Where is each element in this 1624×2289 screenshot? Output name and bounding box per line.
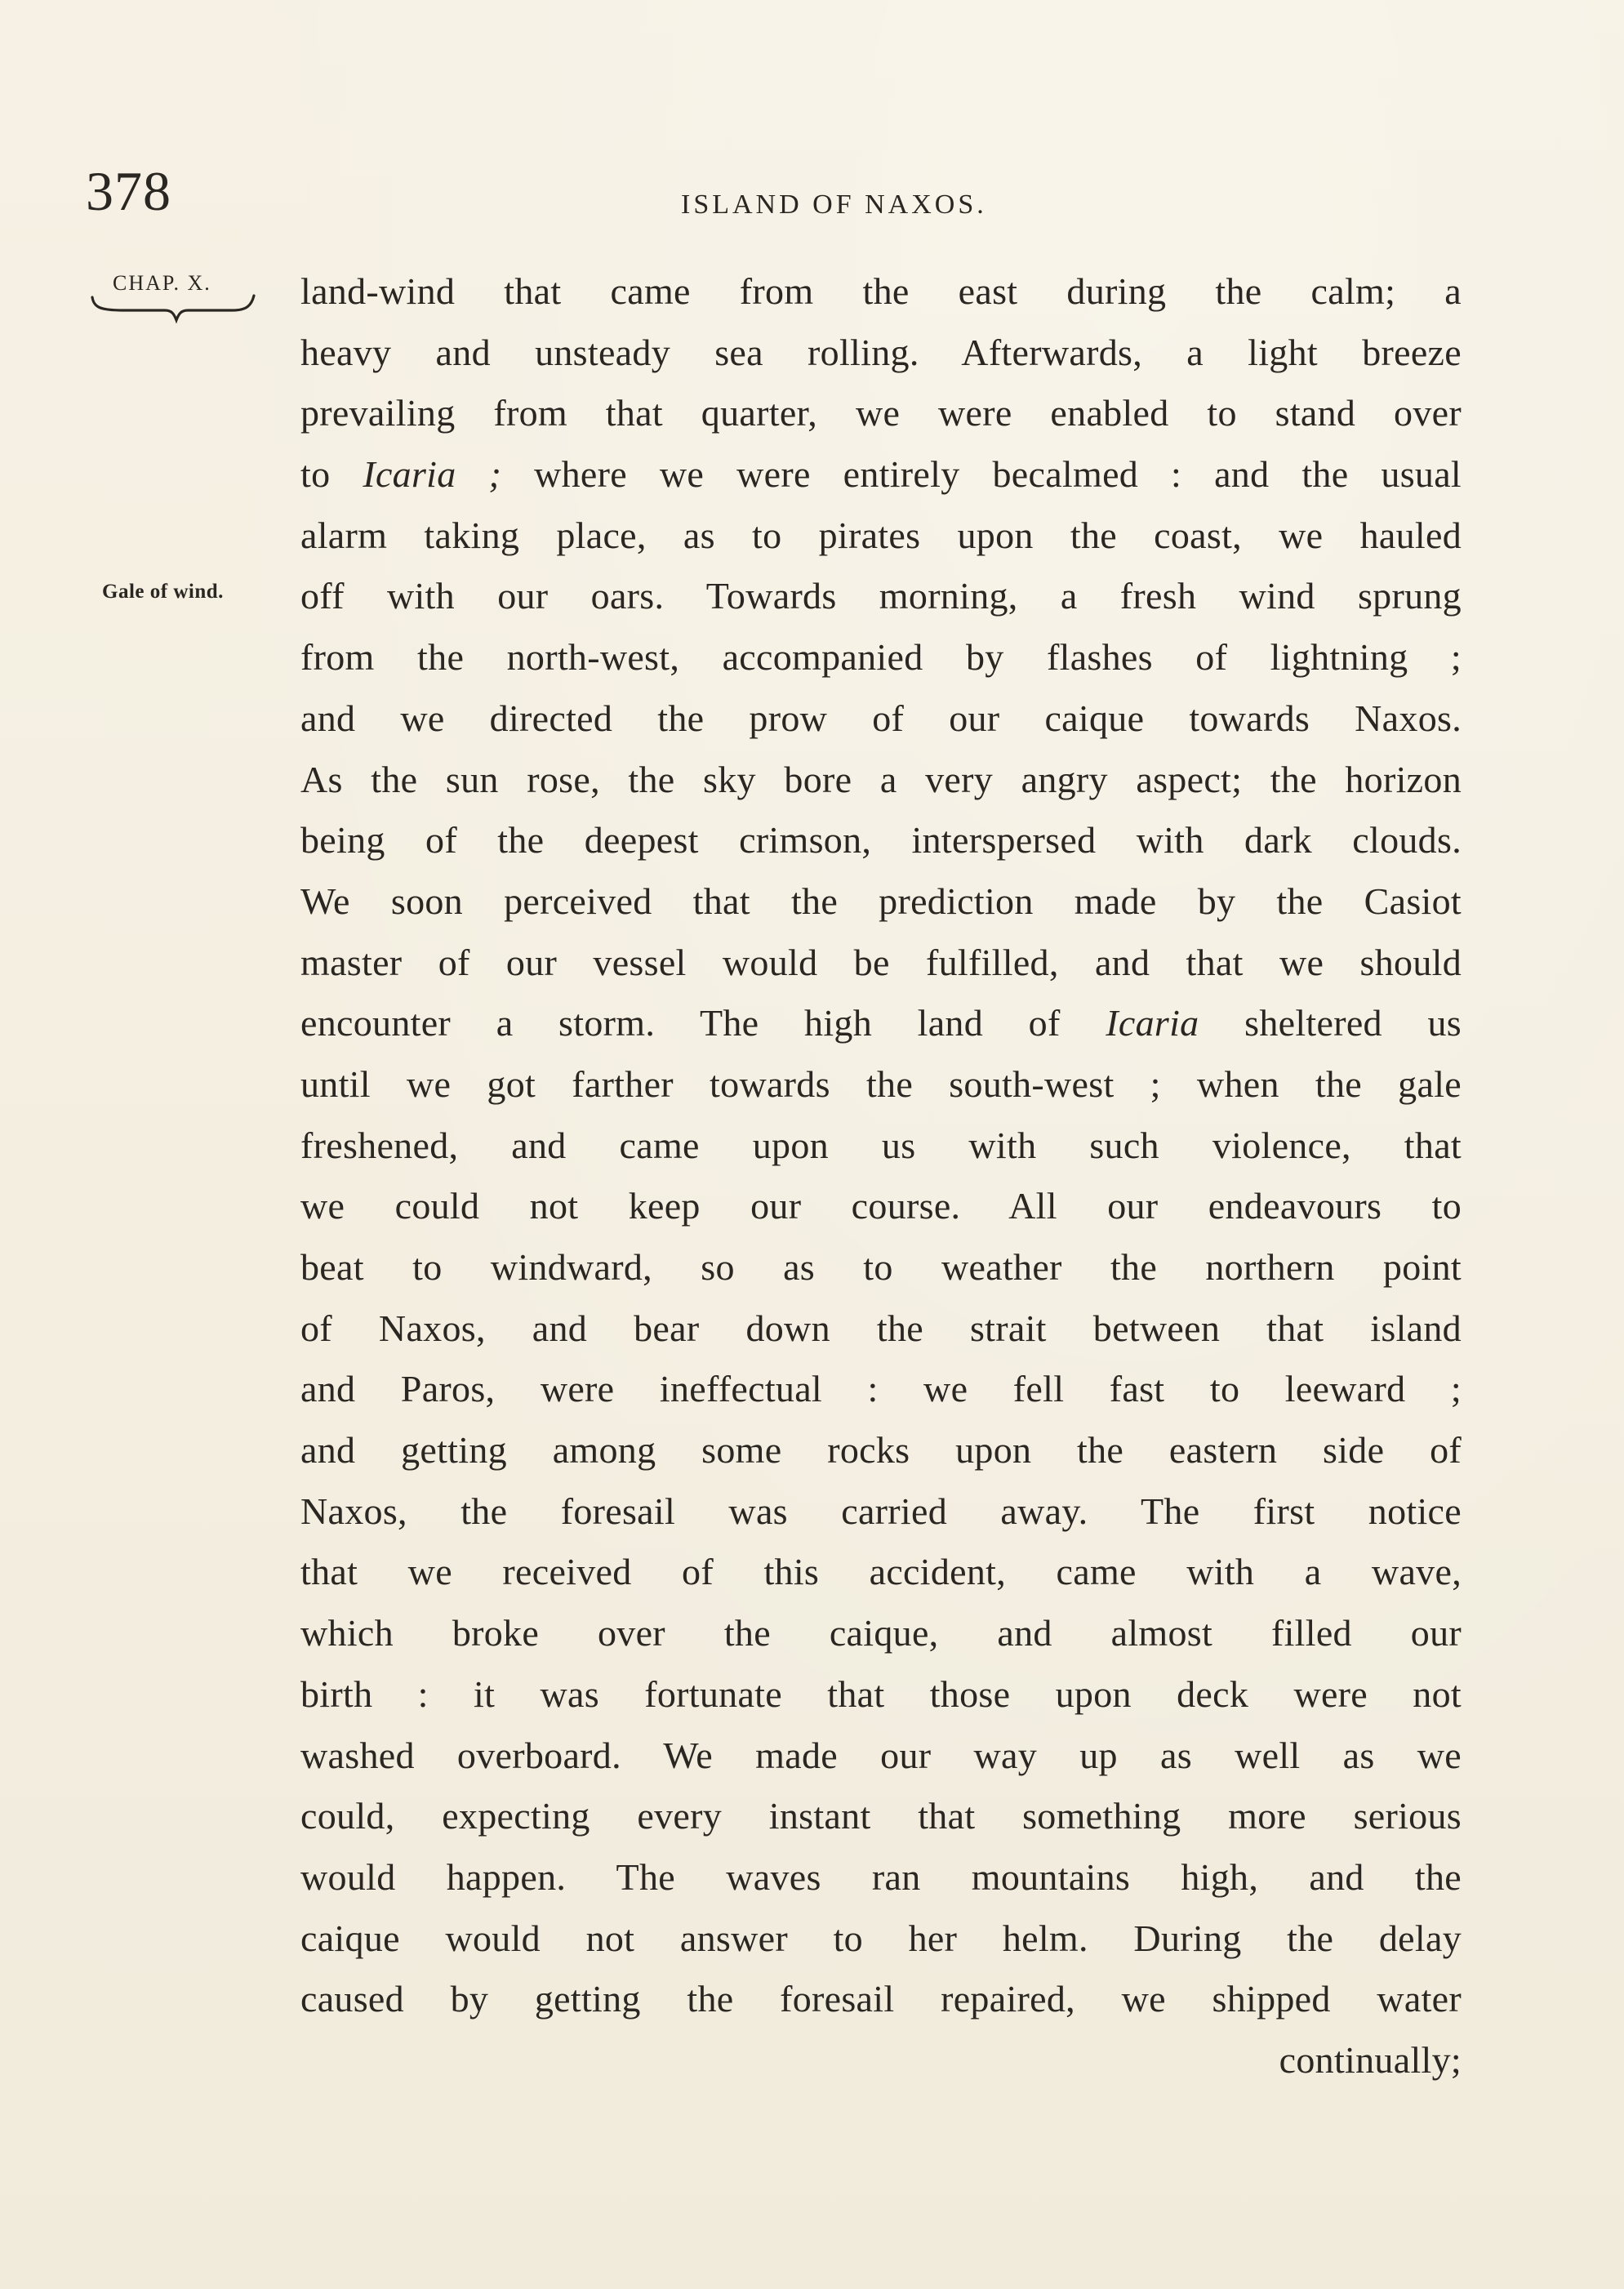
running-head: ISLAND OF NAXOS. xyxy=(681,189,987,220)
text-line: heavy and unsteady sea rolling. Afterwards, a light breeze xyxy=(300,331,1462,373)
text-line: caused by getting the foresail repaired, we shipped water xyxy=(300,1978,1462,2020)
text-line: birth : it was fortunate that those upon deck were not xyxy=(300,1672,1462,1715)
body-text xyxy=(300,261,1462,2091)
text-line: prevailing from that quarter, we were enabled to stand over xyxy=(300,392,1462,434)
text-line: We soon perceived that the prediction made by the Casiot xyxy=(300,880,1462,922)
text-line: and Paros, were ineffectual : we fell fast to leeward ; xyxy=(300,1368,1462,1410)
text-line: off with our oars. Towards morning, a fresh wind sprung xyxy=(300,575,1462,617)
text-line: As the sun rose, the sky bore a very angry aspect; the horizon xyxy=(300,758,1462,800)
text-line: caique would not answer to her helm. During the delay xyxy=(300,1917,1462,1959)
text-line: we could not keep our course. All our endeavours to xyxy=(300,1185,1462,1227)
text-line: could, expecting every instant that something more serious xyxy=(300,1795,1462,1837)
margin-note: Gale of wind. xyxy=(102,581,224,603)
text-line: washed overboard. We made our way up as well as we xyxy=(300,1734,1462,1776)
text-line: which broke over the caique, and almost filled our xyxy=(300,1612,1462,1654)
page-number: 378 xyxy=(86,160,171,222)
text-line: Naxos, the foresail was carried away. The first notice xyxy=(300,1490,1462,1532)
italic-place-name: Icaria ; xyxy=(363,453,502,496)
text-line: master of our vessel would be fulfilled, and that we should xyxy=(300,941,1462,983)
text-line: freshened, and came upon us with such violence, that xyxy=(300,1124,1462,1166)
italic-place-name: Icaria xyxy=(1106,1002,1199,1044)
text-line: beat to windward, so as to weather the northern point xyxy=(300,1246,1462,1288)
margin-chapter-label: CHAP. X. xyxy=(113,271,211,295)
brace-ornament xyxy=(90,294,257,327)
text-line: encounter a storm. The high land of Icaria sheltered us xyxy=(300,1002,1462,1044)
text-line: of Naxos, and bear down the strait between that island xyxy=(300,1307,1462,1349)
text-line: land-wind that came from the east during the calm; a xyxy=(300,270,1462,312)
text-line: being of the deepest crimson, interspersed with dark clouds. xyxy=(300,819,1462,862)
text-line: that we received of this accident, came with a wave, xyxy=(300,1551,1462,1593)
catchword: continually; xyxy=(1279,2038,1462,2081)
text-line: and we directed the prow of our caique towards Naxos. xyxy=(300,697,1462,739)
text-line: to Icaria ; where we were entirely becalmed : and the usual xyxy=(300,453,1462,496)
text-line: until we got farther towards the south-west ; when the gale xyxy=(300,1062,1462,1105)
text-line: from the north-west, accompanied by flashes of lightning ; xyxy=(300,636,1462,679)
text-line: and getting among some rocks upon the eastern side of xyxy=(300,1429,1462,1472)
text-line: would happen. The waves ran mountains high, and the xyxy=(300,1855,1462,1898)
text-line: alarm taking place, as to pirates upon the coast, we hauled xyxy=(300,514,1462,556)
